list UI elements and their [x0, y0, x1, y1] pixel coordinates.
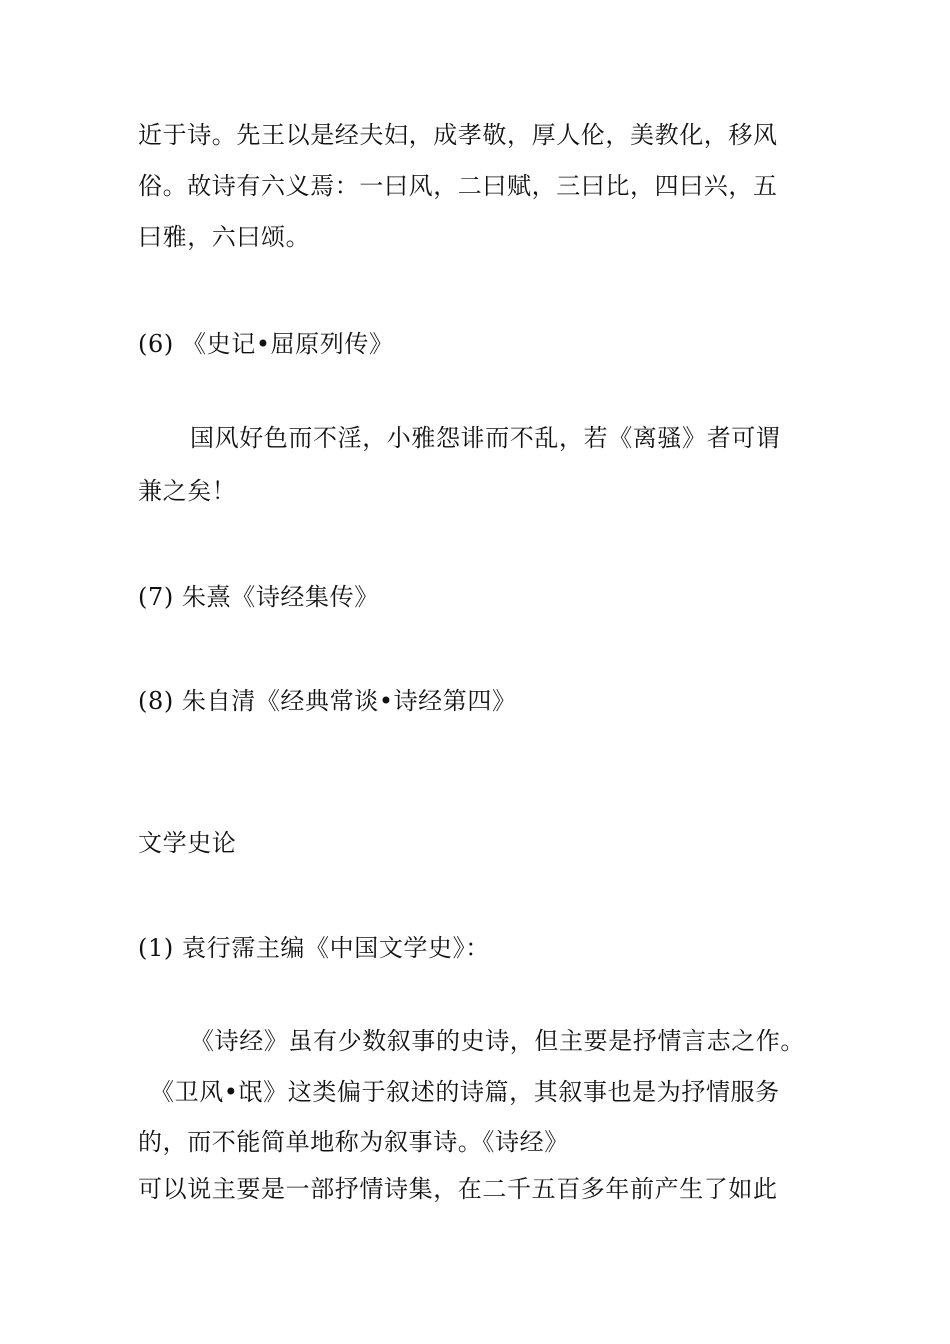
reference-heading-1: (1) 袁行霈主编《中国文学史》： — [138, 934, 490, 962]
reference-heading-8: (8) 朱自清《经典常谈•诗经第四》 — [138, 687, 517, 715]
body-text-line: 曰雅，六曰颂。 — [138, 223, 311, 251]
quote-text-line: 国风好色而不淫，小雅怨诽而不乱，若《离骚》者可谓 — [190, 424, 781, 452]
quote-text-line: 的，而不能简单地称为叙事诗。《诗经》 — [138, 1128, 569, 1156]
reference-heading-7: (7) 朱熹《诗经集传》 — [138, 583, 379, 611]
quote-text-line: 兼之矣！ — [138, 477, 237, 505]
body-text-line: 近于诗。先王以是经夫妇，成孝敬，厚人伦，美教化，移风 — [138, 121, 778, 149]
quote-text-line: 可以说主要是一部抒情诗集，在二千五百多年前产生了如此 — [138, 1175, 778, 1203]
quote-text-line: 《诗经》虽有少数叙事的史诗，但主要是抒情言志之作。 — [190, 1027, 805, 1055]
body-text-line: 俗。故诗有六义焉：一曰风，二曰赋，三曰比，四曰兴，五 — [138, 172, 778, 200]
quote-text-line: 《卫风•氓》这类偏于叙述的诗篇，其叙事也是为抒情服务 — [150, 1078, 780, 1106]
section-heading: 文学史论 — [138, 829, 237, 857]
reference-heading-6: (6) 《史记•屈原列传》 — [138, 330, 394, 358]
